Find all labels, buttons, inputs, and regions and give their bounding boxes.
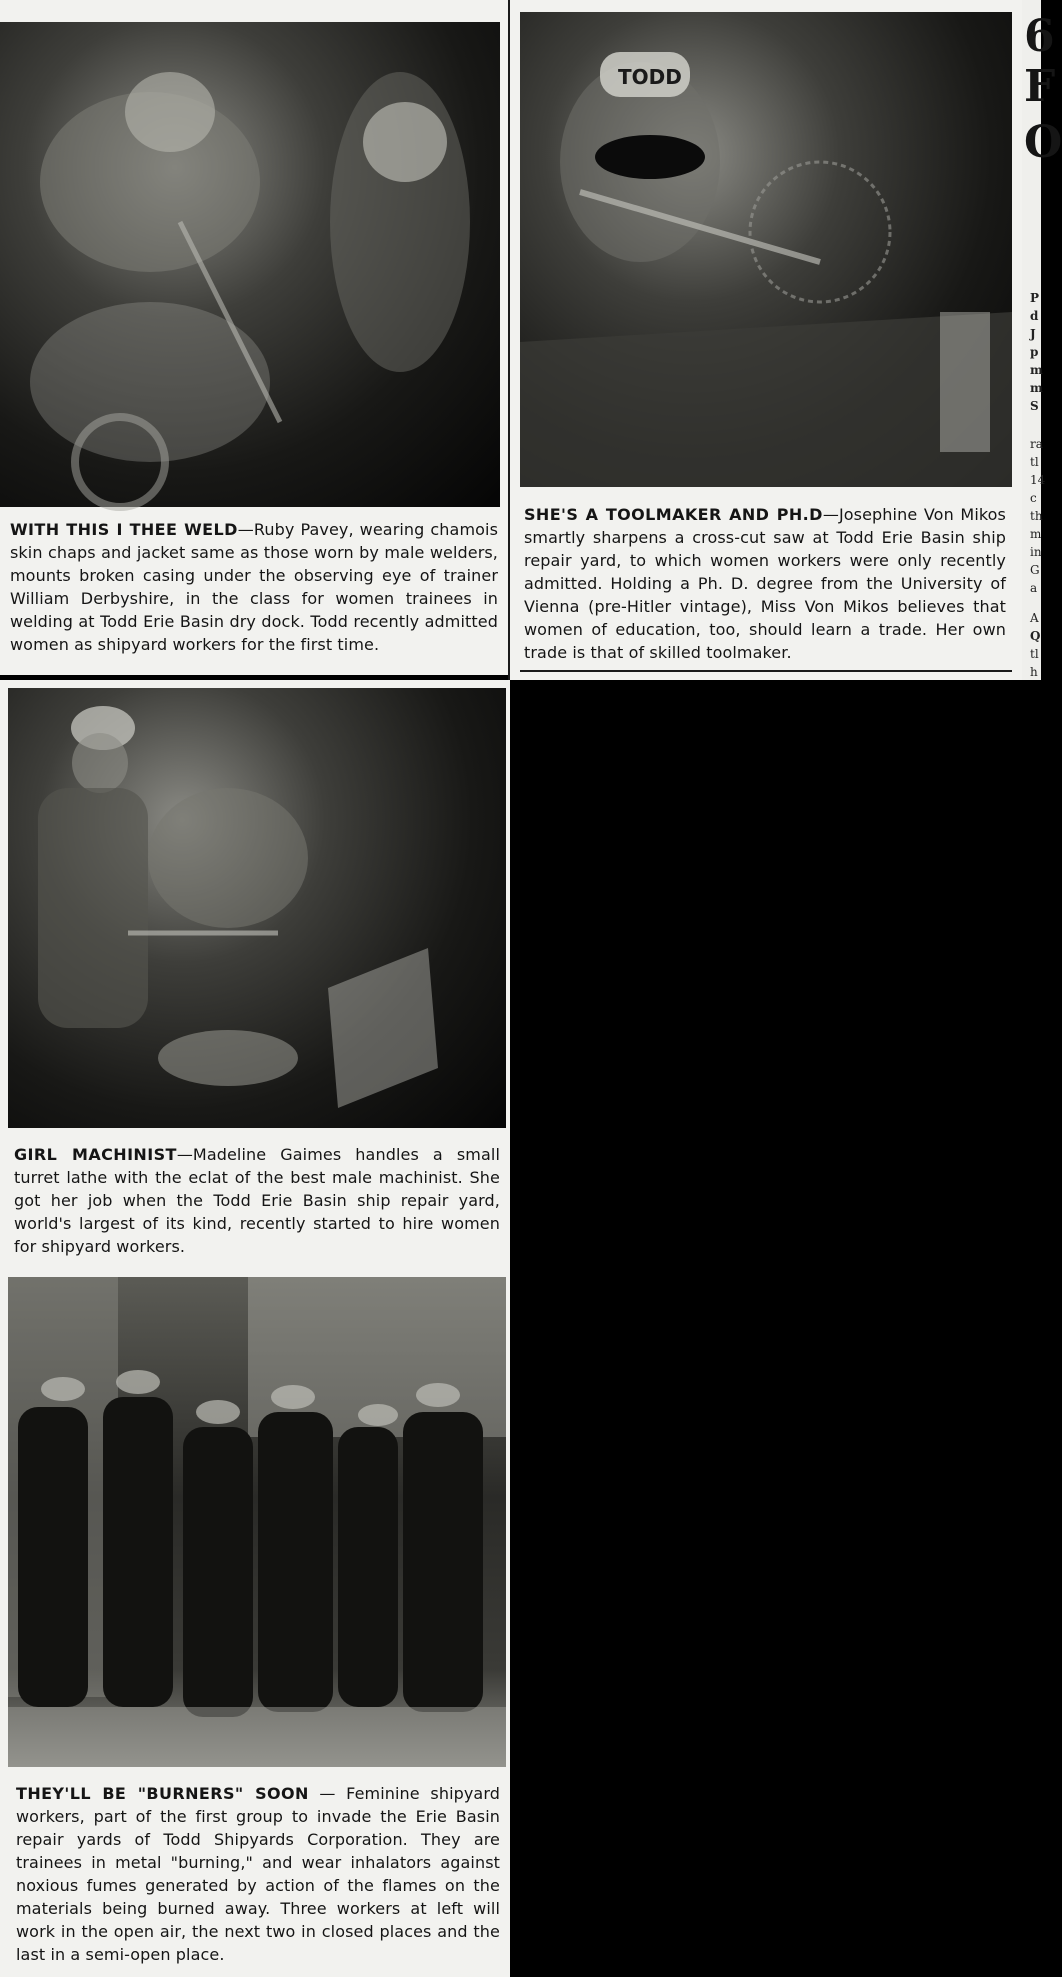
side-fragment: a bbox=[1030, 581, 1038, 595]
side-fragment: c bbox=[1030, 491, 1037, 505]
caption-burners-lead: THEY'LL BE "BURNERS" SOON bbox=[16, 1784, 309, 1803]
caption-toolmaker bbox=[524, 503, 1006, 664]
side-fragment: h bbox=[1030, 665, 1038, 679]
caption-machinist-body: —Madeline Gaimes handles a small turret lathe with the eclat of the best male machinist. She got her job when the Todd Erie Basin ship repair yard, world's largest of its kind, recently started to hire women for shipyard workers. bbox=[14, 1145, 500, 1256]
side-fragment: th bbox=[1030, 509, 1043, 523]
hat-label-text: TODD bbox=[618, 65, 682, 89]
caption-toolmaker-body: —Josephine Von Mikos smartly sharpens a cross-cut saw at Todd Erie Basin ship repair yard, to which women workers were only recently admitted. Holding a Ph. D. degree from the University of Vienna (pre-Hitler vintage), Miss Von Mikos believes that women of education, too, should learn a trade. Her own trade is that of skilled toolmaker. bbox=[524, 505, 1006, 662]
side-headline-line-1: 6 bbox=[1024, 11, 1055, 62]
caption-burners bbox=[16, 1782, 500, 1966]
article-burners bbox=[0, 1267, 510, 1977]
side-fragment: m bbox=[1030, 363, 1043, 377]
caption-burners-body: — Feminine shipyard workers, part of the first group to invade the Erie Basin repair yards of Todd Shipyards Corporation. They are trainees in metal "burning," and wear inhalators against noxious fumes generated by action of the flames on the materials being burned away. Three workers at left will work in the open air, the next two in closed places and the last in a semi-open place. bbox=[16, 1784, 500, 1964]
caption-weld-body: —Ruby Pavey, wearing chamois skin chaps and jacket same as those worn by male welders, mounts broken casing under the observing eye of trainer William Derbyshire, in the class for women trainees in welding at Todd Erie Basin dry dock. Todd recently admitted women as shipyard workers for the first time. bbox=[10, 520, 499, 654]
photo-toolmaker bbox=[520, 12, 1012, 487]
side-fragment: m bbox=[1030, 527, 1042, 541]
side-fragment: p bbox=[1030, 345, 1039, 359]
side-fragment: G bbox=[1030, 563, 1040, 577]
photo-machinist bbox=[8, 688, 506, 1128]
photo-welding bbox=[0, 22, 500, 507]
caption-weld-lead: WITH THIS I THEE WELD bbox=[10, 520, 238, 539]
side-fragment: S bbox=[1030, 399, 1039, 413]
side-fragment: tl bbox=[1030, 455, 1039, 469]
caption-weld bbox=[10, 518, 498, 656]
article-toolmaker bbox=[510, 0, 1022, 680]
article-weld bbox=[0, 0, 508, 675]
side-fragment: Q bbox=[1030, 629, 1041, 643]
side-fragment: P bbox=[1030, 291, 1040, 305]
side-fragment: 14 bbox=[1030, 473, 1046, 487]
side-headline-line-2: F bbox=[1024, 61, 1056, 112]
photo-burners bbox=[8, 1277, 506, 1767]
caption-machinist bbox=[14, 1143, 500, 1258]
side-fragment: d bbox=[1030, 309, 1039, 323]
side-fragment: ra bbox=[1030, 437, 1043, 451]
side-fragment: in bbox=[1030, 545, 1042, 559]
caption-toolmaker-lead: SHE'S A TOOLMAKER AND PH.D bbox=[524, 505, 823, 524]
side-headline-line-3: O bbox=[1024, 117, 1062, 168]
side-fragment: tl bbox=[1030, 647, 1039, 661]
side-fragment: J bbox=[1030, 327, 1036, 341]
side-fragment: A bbox=[1030, 611, 1039, 625]
toolmaker-bottom-rule bbox=[520, 670, 1012, 672]
side-fragment: m bbox=[1030, 381, 1043, 395]
caption-machinist-lead: GIRL MACHINIST bbox=[14, 1145, 177, 1164]
article-machinist bbox=[0, 680, 510, 1267]
adjacent-article-fragment bbox=[1022, 0, 1062, 680]
